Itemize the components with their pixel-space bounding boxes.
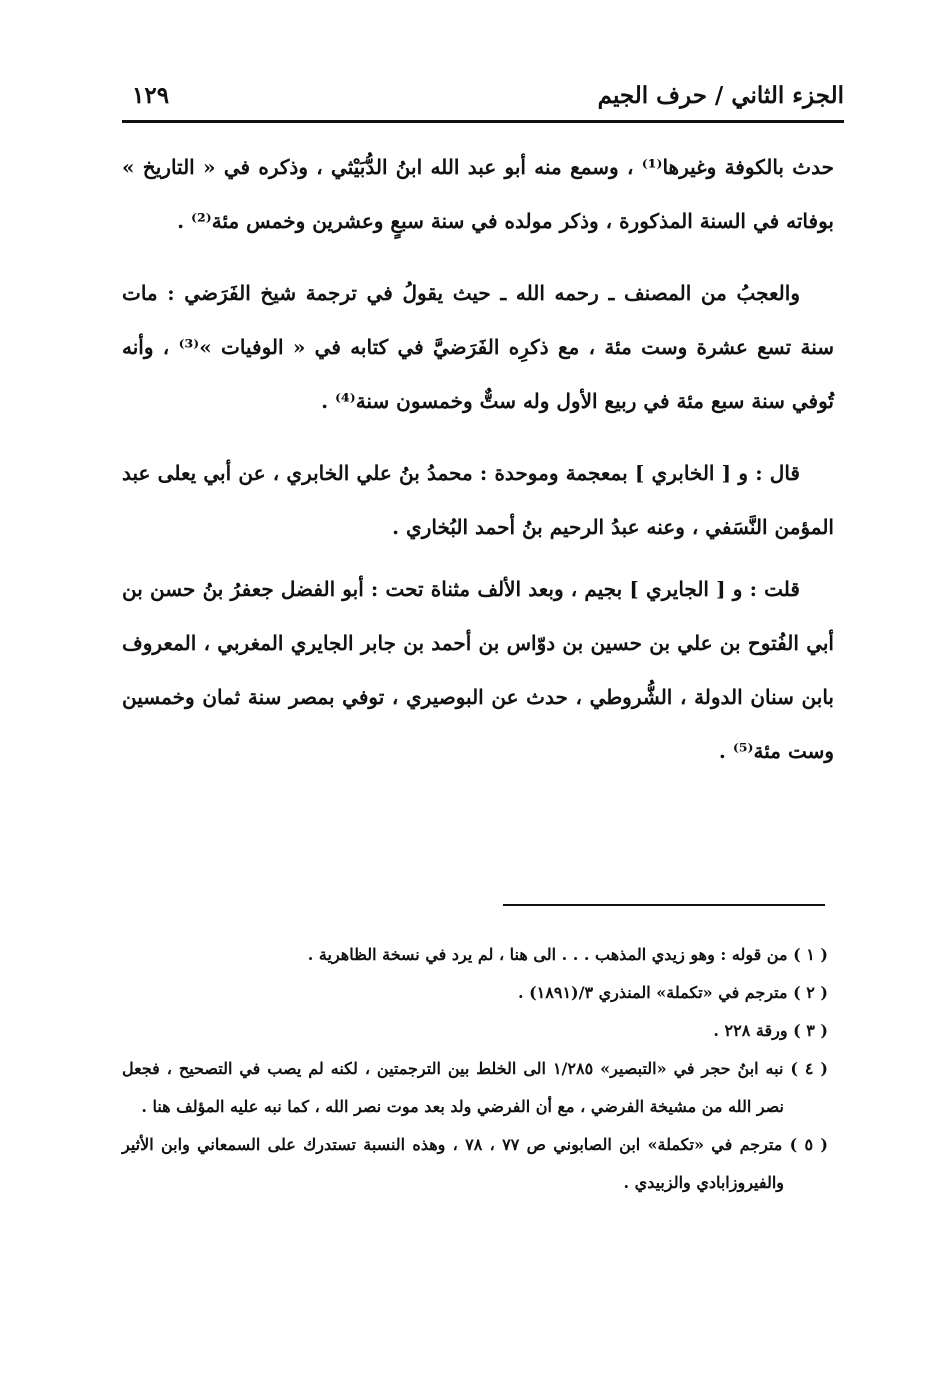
paragraph-1: حدث بالكوفة وغيرها⁽¹⁾ ، وسمع منه أبو عبد الله ابنُ الدُّبَيْثي ، وذكره في « التاريخ » بوفاته في السنة المذكورة ، وذكر مولده في سنة سبعٍ وعشرين وخمس مئة⁽²⁾ . [122,155,834,233]
page-header [122,78,844,118]
main-text [122,140,834,778]
footnote-1: ( ١ ) من قوله : وهو زيدي المذهب . . . الى هنا ، لم يرد في نسخة الظاهرية . [307,945,828,964]
footnote-4: ( ٤ ) نبه ابنُ حجر في «التبصير» ١/٢٨٥ الى الخلط بين الترجمتين ، لكنه لم يصب في التصحيح ، فجعل نصر الله من مشيخة الفرضي ، مع أن الفرضي ولد بعد موت نصر الله ، كما نبه عليه المؤلف هنا . [122,1059,829,1116]
footnote-5: ( ٥ ) مترجم في «تكملة» ابن الصابوني ص ٧٧ ، ٧٨ ، وهذه النسبة تستدرك على السمعاني وابن الأثير والفيروزابادي والزبيدي . [122,1135,829,1192]
paragraph-2: والعجبُ من المصنف ـ رحمه الله ـ حيث يقولُ في ترجمة شيخ الفَرَضي : مات سنة تسع عشرة وست مئة ، مع ذكرِه الفَرَضيَّ في كتابه في « الوفيات »⁽³⁾ ، وأنه تُوفي سنة سبع مئة في ربيع الأول وله ستٌّ وخمسون سنة⁽⁴⁾ . [122,281,834,413]
footnote-3: ( ٣ ) ورقة ٢٢٨ . [713,1021,828,1040]
header-rule [122,120,844,123]
page-number: ١٢٩ [132,82,170,109]
running-head: الجزء الثاني / حرف الجيم [597,82,844,109]
footnote-separator [503,904,825,906]
footnote-2: ( ٢ ) مترجم في «تكملة» المنذري ٣/(١٨٩١) . [517,983,828,1002]
paragraph-4: قلت : و [ الجايري ] بجيم ، وبعد الألف مثناة تحت : أبو الفضل جعفرُ بنُ حسن بن أبي الفُتوح بن علي بن حسين بن دوّاس بن أحمد بن جابر الجايري المغربي ، المعروف بابن سنان الدولة ، الشُّروطي ، حدث عن البوصيري ، توفي بمصر سنة ثمان وخمسين وست مئة⁽⁵⁾ . [122,577,834,763]
paragraph-3: قال : و [ الخابري ] بمعجمة وموحدة : محمدُ بنُ علي الخابري ، عن أبي يعلى عبد المؤمن النَّسَفي ، وعنه عبدُ الرحيم بنُ أحمد البُخاري . [122,461,834,539]
footnotes [122,936,828,1202]
